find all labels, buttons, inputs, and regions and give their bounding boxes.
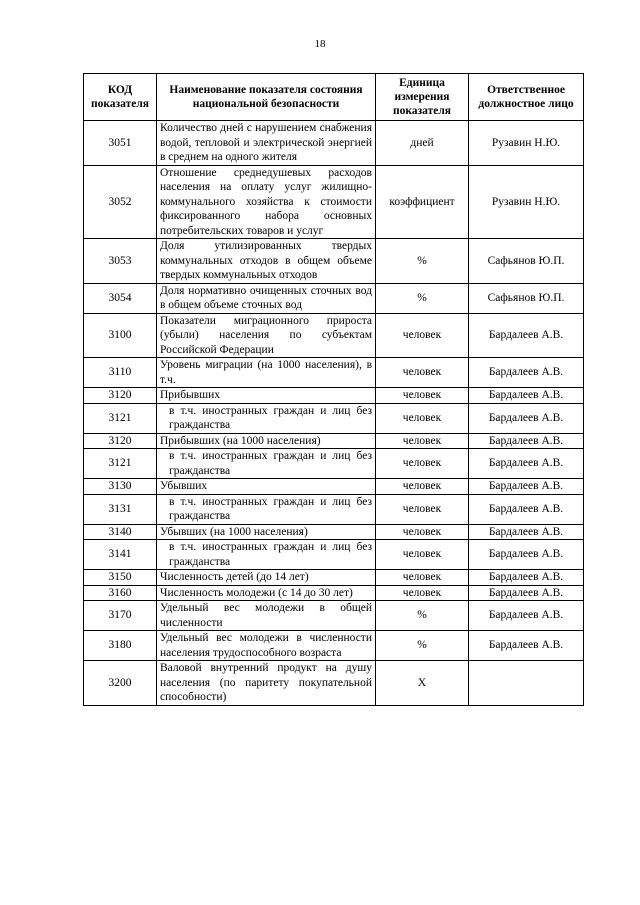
row-responsible: Бардалеев А.В. — [469, 433, 584, 449]
header-responsible: Ответственное должностное лицо — [469, 74, 584, 121]
row-name: в т.ч. иностранных граждан и лиц без гражданства — [157, 540, 376, 570]
row-responsible: Бардалеев А.В. — [469, 449, 584, 479]
table-row — [84, 433, 584, 449]
row-code: 3120 — [84, 388, 157, 404]
table-row — [84, 239, 584, 284]
row-unit: человек — [376, 403, 469, 433]
row-code: 3054 — [84, 283, 157, 313]
row-unit: % — [376, 601, 469, 631]
row-code: 3051 — [84, 121, 157, 166]
row-name: Показатели миграционного прироста (убыли) населения по субъектам Российской Федерации — [157, 313, 376, 358]
row-code: 3131 — [84, 494, 157, 524]
row-name: Количество дней с нарушением снабжения водой, тепловой и электрической энергией в среднем на одного жителя — [157, 121, 376, 166]
row-unit: человек — [376, 585, 469, 601]
row-unit: человек — [376, 570, 469, 586]
row-responsible: Бардалеев А.В. — [469, 479, 584, 495]
row-name: Валовой внутренний продукт на душу населения (по паритету покупательной способности) — [157, 661, 376, 706]
row-responsible — [469, 661, 584, 706]
header-code: КОД показателя — [84, 74, 157, 121]
row-name: Убывших — [157, 479, 376, 495]
row-name: в т.ч. иностранных граждан и лиц без гражданства — [157, 494, 376, 524]
row-unit: человек — [376, 388, 469, 404]
table-row — [84, 121, 584, 166]
row-unit: % — [376, 239, 469, 284]
row-responsible: Сафьянов Ю.П. — [469, 283, 584, 313]
row-name: Убывших (на 1000 населения) — [157, 524, 376, 540]
row-responsible: Бардалеев А.В. — [469, 494, 584, 524]
row-responsible: Бардалеев А.В. — [469, 585, 584, 601]
row-name: Удельный вес молодежи в численности населения трудоспособного возраста — [157, 631, 376, 661]
row-responsible: Рузавин Н.Ю. — [469, 121, 584, 166]
row-unit: человек — [376, 494, 469, 524]
row-unit: % — [376, 631, 469, 661]
table-row — [84, 358, 584, 388]
row-code: 3110 — [84, 358, 157, 388]
row-responsible: Бардалеев А.В. — [469, 540, 584, 570]
row-code: 3053 — [84, 239, 157, 284]
row-name: Численность детей (до 14 лет) — [157, 570, 376, 586]
row-code: 3052 — [84, 165, 157, 239]
row-code: 3100 — [84, 313, 157, 358]
row-name: Доля нормативно очищенных сточных вод в общем объеме сточных вод — [157, 283, 376, 313]
row-responsible: Бардалеев А.В. — [469, 358, 584, 388]
indicators-table — [83, 73, 584, 706]
row-unit: человек — [376, 449, 469, 479]
table-row — [84, 313, 584, 358]
table-row — [84, 165, 584, 239]
row-unit: % — [376, 283, 469, 313]
row-name: в т.ч. иностранных граждан и лиц без гражданства — [157, 403, 376, 433]
table-row — [84, 661, 584, 706]
row-code: 3160 — [84, 585, 157, 601]
row-responsible: Бардалеев А.В. — [469, 631, 584, 661]
row-name: Прибывших — [157, 388, 376, 404]
header-name: Наименование показателя состояния национальной безопасности — [157, 74, 376, 121]
row-responsible: Рузавин Н.Ю. — [469, 165, 584, 239]
row-responsible: Бардалеев А.В. — [469, 388, 584, 404]
row-code: 3121 — [84, 449, 157, 479]
row-responsible: Бардалеев А.В. — [469, 524, 584, 540]
table-row — [84, 479, 584, 495]
table-row — [84, 494, 584, 524]
table-row — [84, 540, 584, 570]
row-code: 3120 — [84, 433, 157, 449]
row-name: Удельный вес молодежи в общей численности — [157, 601, 376, 631]
row-responsible: Бардалеев А.В. — [469, 601, 584, 631]
row-code: 3130 — [84, 479, 157, 495]
row-name: Прибывших (на 1000 населения) — [157, 433, 376, 449]
row-name: Численность молодежи (с 14 до 30 лет) — [157, 585, 376, 601]
row-code: 3141 — [84, 540, 157, 570]
header-unit: Единица измерения показателя — [376, 74, 469, 121]
row-responsible: Бардалеев А.В. — [469, 570, 584, 586]
table-row — [84, 524, 584, 540]
table-header-row — [84, 74, 584, 121]
row-responsible: Бардалеев А.В. — [469, 313, 584, 358]
row-unit: человек — [376, 313, 469, 358]
table-row — [84, 283, 584, 313]
row-unit: человек — [376, 479, 469, 495]
row-code: 3180 — [84, 631, 157, 661]
table-row — [84, 601, 584, 631]
row-name: Отношение среднедушевых расходов населения на оплату услуг жилищно-коммунального хозяйства к стоимости фиксированного набора основных потребительских товаров и услуг — [157, 165, 376, 239]
row-unit: человек — [376, 540, 469, 570]
table-row — [84, 403, 584, 433]
row-code: 3170 — [84, 601, 157, 631]
table-row — [84, 585, 584, 601]
row-code: 3121 — [84, 403, 157, 433]
row-unit: коэффициент — [376, 165, 469, 239]
row-responsible: Бардалеев А.В. — [469, 403, 584, 433]
row-unit: человек — [376, 433, 469, 449]
row-name: Доля утилизированных твердых коммунальных отходов в общем объеме твердых коммунальных отходов — [157, 239, 376, 284]
table-row — [84, 631, 584, 661]
table-body — [84, 121, 584, 706]
row-unit: X — [376, 661, 469, 706]
row-unit: человек — [376, 358, 469, 388]
row-code: 3150 — [84, 570, 157, 586]
table-row — [84, 449, 584, 479]
row-code: 3140 — [84, 524, 157, 540]
row-responsible: Сафьянов Ю.П. — [469, 239, 584, 284]
table-row — [84, 570, 584, 586]
row-unit: дней — [376, 121, 469, 166]
page-number: 18 — [314, 38, 326, 50]
row-code: 3200 — [84, 661, 157, 706]
row-name: в т.ч. иностранных граждан и лиц без гражданства — [157, 449, 376, 479]
row-name: Уровень миграции (на 1000 населения), в т.ч. — [157, 358, 376, 388]
table-row — [84, 388, 584, 404]
row-unit: человек — [376, 524, 469, 540]
